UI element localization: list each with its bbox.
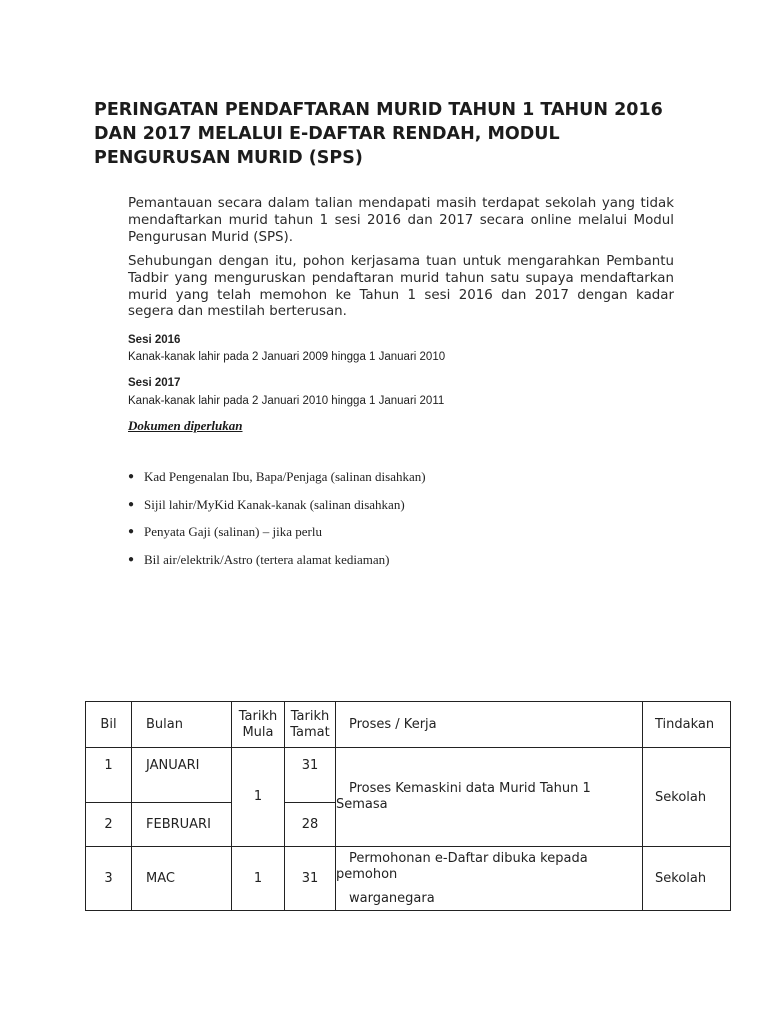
bullet-icon: ● (128, 471, 135, 482)
header-bulan: Bulan (132, 702, 232, 748)
table-header-row (86, 702, 731, 748)
header-tindakan: Tindakan (643, 702, 731, 748)
cell-bil: 1 (86, 748, 132, 803)
header-mula-line1: Tarikh (238, 708, 278, 724)
paragraph-instruction: Sehubungan dengan itu, pohon kerjasama tuan untuk mengarahkan Pembantu Tadbir yang menguruskan pendaftaran murid tahun satu supaya mendaftarkan murid yang telah memohon ke Tahun 1 sesi 2016 dan 2017 dengan kadar segera dan mestilah berterusan. (128, 254, 674, 320)
cell-tamat: 31 (285, 748, 336, 803)
proses-line2: pemohon (336, 866, 398, 882)
cell-bulan: JANUARI (132, 748, 232, 803)
cell-tamat: 31 (285, 847, 336, 911)
bullet-icon: ● (128, 553, 135, 565)
document-item-text: Kad Pengenalan Ibu, Bapa/Penjaga (salinan disahkan) (144, 469, 426, 484)
documents-list (128, 468, 426, 578)
proses-line1: Proses Kemaskini data Murid Tahun 1 (349, 781, 591, 796)
header-proses: Proses / Kerja (336, 702, 643, 748)
proses-line2: Semasa (336, 797, 388, 812)
table-row (86, 847, 731, 911)
header-bil: Bil (86, 702, 132, 748)
proses-line3: warganegara (349, 890, 435, 906)
list-item (128, 468, 426, 496)
header-tamat-line2: Tamat (290, 724, 330, 740)
page-title: PERINGATAN PENDAFTARAN MURID TAHUN 1 TAHUN 2016 DAN 2017 MELALUI E-DAFTAR RENDAH, MODUL PENGURUSAN MURID (SPS) (94, 100, 663, 168)
paragraph-monitoring: Pemantauan secara dalam talian mendapati masih terdapat sekolah yang tidak mendaftarkan murid tahun 1 sesi 2016 dan 2017 secara online melalui Modul Pengurusan Murid (SPS). (128, 196, 674, 245)
proses-line1: Permohonan e-Daftar dibuka kepada (349, 850, 588, 866)
cell-bil: 3 (86, 847, 132, 911)
cell-bulan: FEBRUARI (132, 803, 232, 847)
list-item (128, 496, 426, 524)
bullet-icon: ● (128, 526, 135, 537)
cell-mula: 1 (232, 847, 285, 911)
list-item (128, 523, 426, 551)
document-item-text: Penyata Gaji (salinan) – jika perlu (144, 524, 322, 539)
cell-bil: 2 (86, 803, 132, 847)
schedule-table (85, 701, 731, 911)
cell-tindakan: Sekolah (643, 748, 731, 847)
header-mula-line2: Mula (242, 724, 274, 740)
bullet-icon: ● (128, 498, 135, 510)
list-item (128, 551, 426, 579)
cell-proses (336, 847, 643, 911)
documents-heading: Dokumen diperlukan (128, 418, 243, 433)
cell-tindakan: Sekolah (643, 847, 731, 911)
session-2016-text: Kanak-kanak lahir pada 2 Januari 2009 hingga 1 Januari 2010 (128, 351, 446, 363)
header-tarikh-mula (232, 702, 285, 748)
cell-tamat: 28 (285, 803, 336, 847)
cell-bulan: MAC (132, 847, 232, 911)
table-row (86, 748, 731, 803)
document-item-text: Sijil lahir/MyKid Kanak-kanak (salinan disahkan) (144, 496, 405, 512)
session-2016-heading: Sesi 2016 (128, 334, 181, 346)
document-item-text: Bil air/elektrik/Astro (tertera alamat kediaman) (144, 551, 390, 567)
cell-proses (336, 748, 643, 847)
cell-mula: 1 (232, 748, 285, 847)
header-tarikh-tamat (285, 702, 336, 748)
header-tamat-line1: Tarikh (290, 708, 330, 724)
session-2017-text: Kanak-kanak lahir pada 2 Januari 2010 hingga 1 Januari 2011 (128, 395, 445, 407)
session-2017-heading: Sesi 2017 (128, 377, 181, 389)
